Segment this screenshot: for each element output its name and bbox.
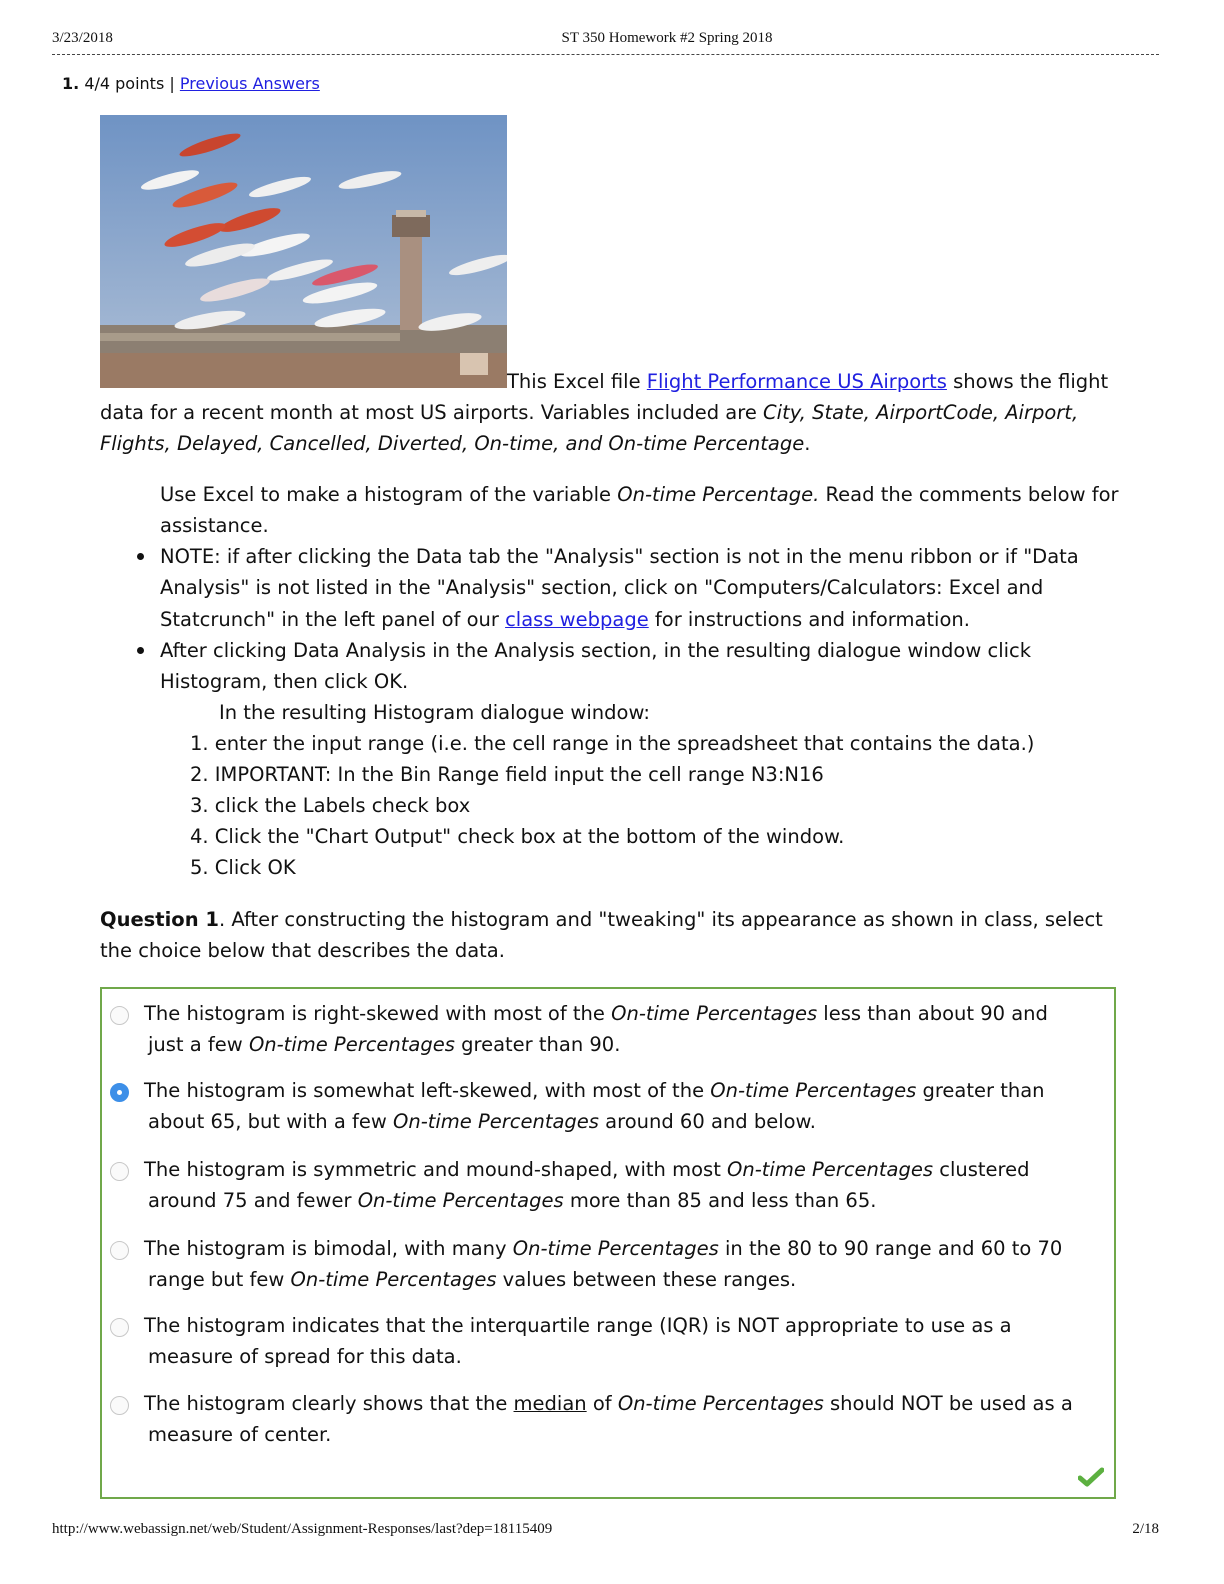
choice-text: just a few [148,1033,249,1056]
lead-text-cont: Read the comments below for [819,483,1119,506]
choice-text: The histogram is somewhat left-skewed, with most of the [144,1079,711,1102]
answer-choices [100,987,1116,1499]
step-item: 2. IMPORTANT: In the Bin Range field input the cell range N3:N16 [190,763,824,786]
points: 4/4 points [84,74,165,93]
choice-text: The histogram is right-skewed with most of the [144,1002,612,1025]
header-divider [52,54,1159,55]
note-line-2: Analysis" is not listed in the "Analysis" section, click on "Computers/Calculators: Excel and [160,576,1044,599]
print-title: ST 350 Homework #2 Spring 2018 [561,30,773,46]
choice-text: greater than [916,1079,1045,1102]
choice-text: measure of center. [148,1423,332,1446]
radio-button[interactable] [110,1318,129,1337]
choice-text: measure of spread for this data. [148,1345,462,1368]
instruction-lead-line2: assistance. [160,514,269,537]
variables-list: City, State, AirportCode, Airport, Flights, Delayed, Cancelled, Diverted, On-time, and On-time Percentage [100,401,1079,455]
intro-text-cont: shows the flight data for a recent month at most US airports. Variables included are [100,370,1109,424]
radio-button[interactable] [110,1396,129,1415]
bullet-icon [137,647,144,654]
note-text: Statcrunch" in the left panel of our [160,608,506,631]
note-line-1: NOTE: if after clicking the Data tab the "Analysis" section is not in the menu ribbon or if "Data [160,545,1079,568]
after-line-1: After clicking Data Analysis in the Analysis section, in the resulting dialogue window click [160,639,1032,662]
choice-text: around 75 and fewer [148,1189,358,1212]
radio-button[interactable] [110,1241,129,1260]
step-item: 4. Click the "Chart Output" check box at the bottom of the window. [190,825,845,848]
question-text-line2: the choice below that describes the data. [100,939,505,962]
choice-text: greater than 90. [454,1033,621,1056]
bullet-icon [137,553,144,560]
choice-text-italic: On-time Percentages [710,1079,917,1102]
dialog-intro: In the resulting Histogram dialogue window: [219,701,650,724]
checkmark-icon [1078,1467,1104,1491]
print-page-number: 2/18 [1132,1521,1159,1537]
question-text: . After constructing the histogram and "tweaking" its appearance as shown in class, select [218,908,1103,931]
choice-text-italic: On-time Percentages [727,1158,934,1181]
choice-text: more than 85 and less than 65. [563,1189,877,1212]
radio-button[interactable] [110,1162,129,1181]
after-line-2: Histogram, then click OK. [160,670,409,693]
radio-button-selected[interactable] [110,1083,129,1102]
print-footer-url: http://www.webassign.net/web/Student/Assignment-Responses/last?dep=18115409 [52,1521,553,1537]
choice-text: around 60 and below. [598,1110,816,1133]
choice-text-italic: On-time Percentages [617,1392,824,1415]
question-number: 1. [62,74,80,93]
choice-text: in the 80 to 90 range and 60 to 70 [718,1237,1063,1260]
step-item: 3. click the Labels check box [190,794,471,817]
separator: | [169,74,175,93]
choice-text: range but few [148,1268,291,1291]
print-date: 3/23/2018 [52,30,113,46]
step-item: 1. enter the input range (i.e. the cell range in the spreadsheet that contains the data.) [190,732,1035,755]
choice-text: less than about 90 and [817,1002,1048,1025]
choice-text-italic: On-time Percentages [512,1237,719,1260]
choice-text: The histogram clearly shows that the [144,1392,514,1415]
lead-text: Use Excel to make a histogram of the variable [160,483,618,506]
question-label: Question 1 [100,908,219,931]
choice-text: The histogram is symmetric and mound-shaped, with most [144,1158,728,1181]
choice-text-italic: On-time Percentages [392,1110,599,1133]
choice-text: The histogram indicates that the interquartile range (IQR) is NOT appropriate to use as a [144,1314,1012,1337]
choice-text: clustered [933,1158,1030,1181]
choice-text: The histogram is bimodal, with many [144,1237,513,1260]
radio-button[interactable] [110,1006,129,1025]
intro-end: . [804,432,811,455]
choice-text-underlined: median [513,1392,587,1415]
choice-text-italic: On-time Percentages [248,1033,455,1056]
choice-text-italic: On-time Percentages [611,1002,818,1025]
intro-paragraph [100,366,1150,459]
class-webpage-link[interactable]: class webpage [505,608,649,631]
choice-text-italic: On-time Percentages [357,1189,564,1212]
choice-text-italic: On-time Percentages [290,1268,497,1291]
choice-text: values between these ranges. [496,1268,797,1291]
choice-text: should NOT be used as a [823,1392,1073,1415]
airport-photo [100,115,507,388]
instruction-lead [160,479,1119,510]
note-text-cont: for instructions and information. [648,608,970,631]
question-header [62,74,320,93]
flight-performance-file-link[interactable]: Flight Performance US Airports [646,370,947,393]
step-item: 5. Click OK [190,856,296,879]
intro-text: This Excel file [507,370,647,393]
lead-variable: On-time Percentage. [617,483,820,506]
choice-text: of [586,1392,618,1415]
previous-answers-link[interactable]: Previous Answers [179,74,320,93]
question-prompt [100,904,1150,966]
choice-text: about 65, but with a few [148,1110,393,1133]
note-line-3 [160,604,970,635]
